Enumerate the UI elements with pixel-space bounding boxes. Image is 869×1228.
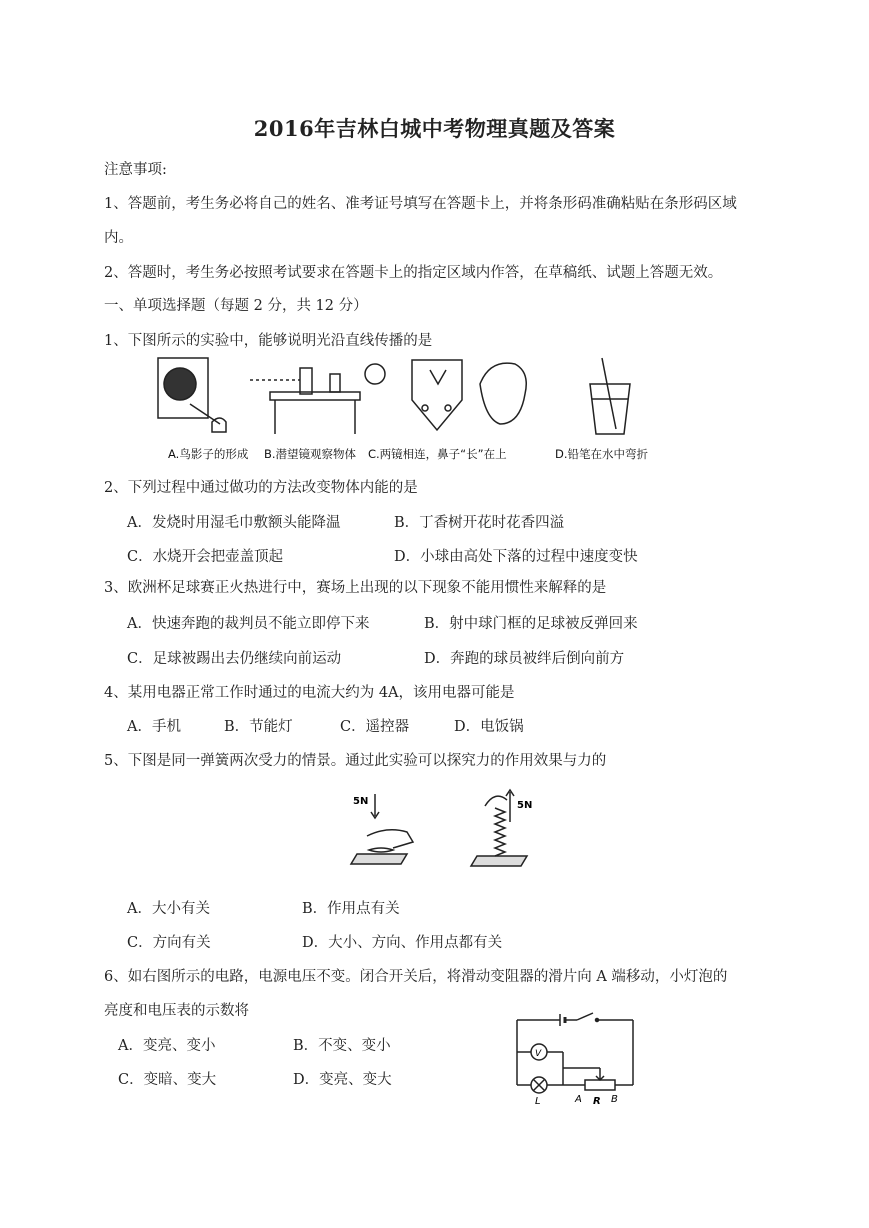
circuit-label-a: A (575, 1094, 582, 1105)
q5-force-label-left: 5N (353, 796, 369, 807)
q2-option-d: D．小球由高处下落的过程中速度变快 (394, 549, 638, 565)
q3-option-b: B．射中球门框的足球被反弹回来 (424, 616, 638, 632)
notice-item-2: 2、答题时，考生务必按照考试要求在答题卡上的指定区域内作答，在草稿纸、试题上答题无效。 (104, 265, 723, 281)
circuit-label-l: L (535, 1096, 541, 1105)
notice-item-1: 1、答题前，考生务必将自己的姓名、准考证号填写在答题卡上，并将条形码准确粘贴在条形码区域 (104, 196, 737, 212)
question-4-stem: 4、某用电器正常工作时通过的电流大约为 4A，该用电器可能是 (104, 685, 515, 701)
pencil-in-water-illustration (590, 358, 630, 434)
q4-option-b: B．节能灯 (224, 719, 293, 735)
q4-option-d: D．电饭锅 (454, 719, 524, 735)
q2-option-b: B．丁香树开花时花香四溢 (394, 515, 565, 531)
q6-option-d: D．变亮、变大 (293, 1072, 392, 1088)
q6-option-c: C．变暗、变大 (118, 1072, 217, 1088)
circuit-label-r: R (593, 1096, 601, 1105)
q3-option-a: A．快速奔跑的裁判员不能立即停下来 (127, 616, 370, 632)
q1-caption-b: B.潜望镜观察物体 (264, 447, 357, 461)
q4-option-c: C．遥控器 (340, 719, 410, 735)
q2-option-a: A．发烧时用湿毛巾敷额头能降温 (127, 515, 341, 531)
question-3-stem: 3、欧洲杯足球赛正火热进行中，赛场上出现的以下现象不能用惯性来解释的是 (104, 580, 607, 596)
q3-option-c: C．足球被踢出去仍继续向前运动 (127, 651, 342, 667)
q5-force-label-right: 5N (517, 800, 533, 811)
circuit-label-v: V (535, 1049, 542, 1059)
q1-caption-c: C.两镜相连，鼻子“长”在上 (368, 447, 507, 461)
notice-heading: 注意事项: (104, 162, 167, 178)
question-6-stem: 6、如右图所示的电路，电源电压不变。闭合开关后，将滑动变阻器的滑片向 A 端移动，小灯泡的 (104, 969, 728, 985)
q5-option-a: A．大小有关 (127, 901, 210, 917)
q1-caption-d: D.铅笔在水中弯折 (555, 447, 649, 461)
q1-caption-a: A.鸟影子的形成 (168, 447, 249, 461)
q2-option-c: C．水烧开会把壶盖顶起 (127, 549, 284, 565)
q4-option-a: A．手机 (127, 719, 181, 735)
q3-option-d: D．奔跑的球员被绊后倒向前方 (424, 651, 625, 667)
question-6-stem-cont: 亮度和电压表的示数将 (104, 1003, 249, 1019)
page-title: 2016年吉林白城中考物理真题及答案 (253, 116, 616, 141)
q5-option-c: C．方向有关 (127, 935, 211, 951)
q6-option-b: B．不变、变小 (293, 1038, 391, 1054)
bird-shadow-illustration (158, 358, 226, 432)
q5-option-b: B．作用点有关 (302, 901, 400, 917)
circuit-label-b: B (611, 1094, 618, 1105)
question-5-stem: 5、下图是同一弹簧两次受力的情景。通过此实验可以探究力的作用效果与力的 (104, 753, 607, 769)
q1-figure (150, 354, 670, 444)
q5-spring-figure (345, 786, 555, 876)
question-2-stem: 2、下列过程中通过做功的方法改变物体内能的是 (104, 480, 418, 496)
q5-option-d: D．大小、方向、作用点都有关 (302, 935, 503, 951)
question-1-stem: 1、下图所示的实验中，能够说明光沿直线传播的是 (104, 333, 433, 349)
section-heading: 一、单项选择题（每题 2 分，共 12 分） (104, 298, 368, 314)
q6-circuit-diagram (505, 1010, 645, 1105)
notice-item-1-cont: 内。 (104, 230, 133, 246)
q6-option-a: A．变亮、变小 (118, 1038, 216, 1054)
mirror-illustration (412, 360, 526, 430)
periscope-illustration (250, 364, 385, 434)
